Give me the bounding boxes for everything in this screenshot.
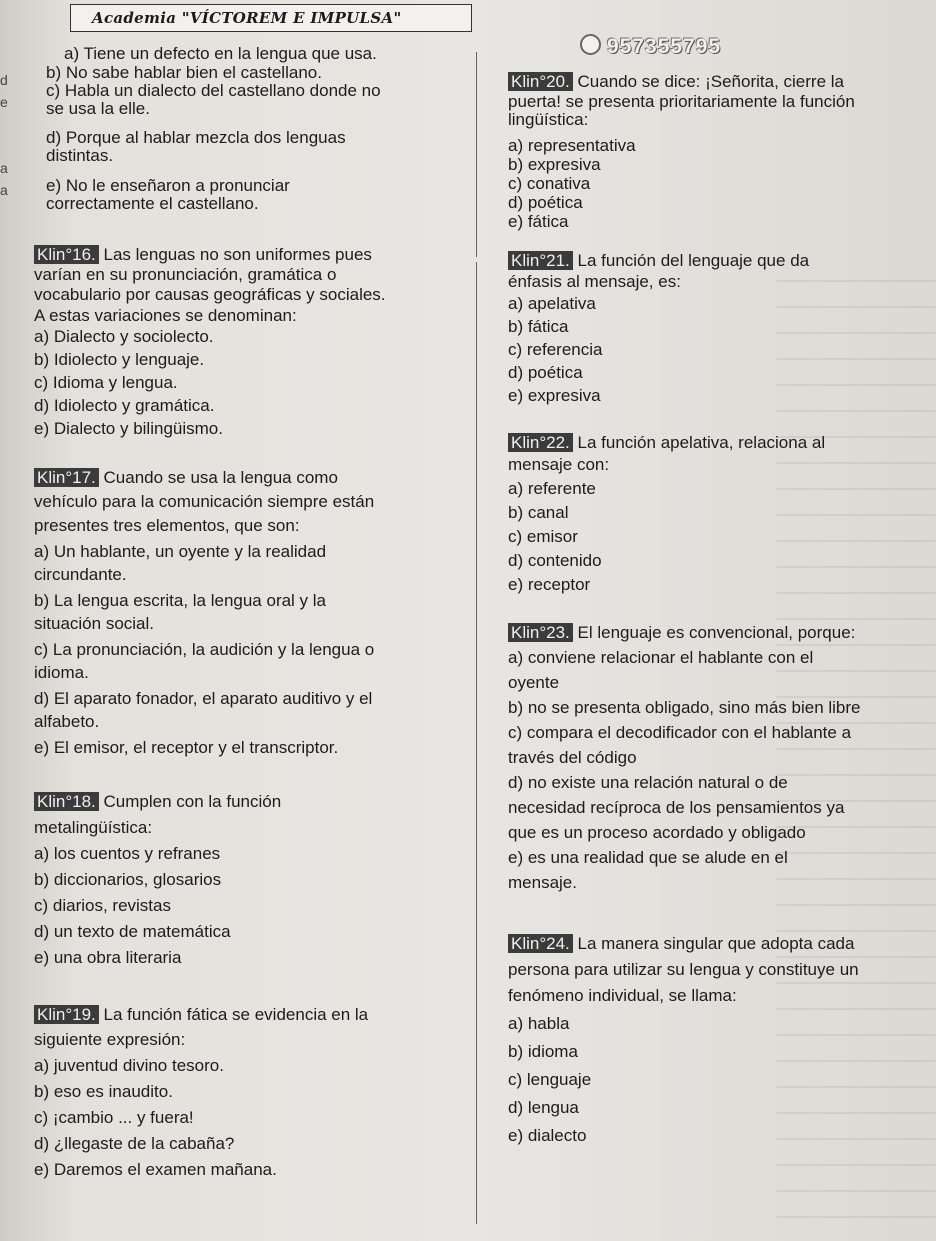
option-b-cont: situación social. bbox=[34, 614, 155, 633]
option-b: b) idioma bbox=[508, 1042, 578, 1061]
option-a: a) los cuentos y refranes bbox=[34, 844, 221, 863]
question-19-stem bbox=[34, 1005, 368, 1025]
margin-mark: a bbox=[0, 182, 8, 198]
question-text: La función fática se evidencia en la bbox=[103, 1005, 369, 1024]
option-c: c) Habla un dialecto del castellano donde no bbox=[46, 81, 381, 100]
option-e: e) expresiva bbox=[508, 386, 601, 405]
option-a: a) apelativa bbox=[508, 294, 596, 313]
option-d: d) contenido bbox=[508, 551, 602, 570]
option-b: b) expresiva bbox=[508, 155, 601, 174]
option-a: a) Tiene un defecto en la lengua que usa. bbox=[64, 44, 377, 63]
question-23-stem bbox=[508, 623, 855, 643]
option-d: d) ¿llegaste de la cabaña? bbox=[34, 1134, 235, 1153]
question-text: Las lenguas no son uniformes pues bbox=[103, 245, 372, 264]
option-d: d) Porque al hablar mezcla dos lenguas bbox=[46, 128, 346, 147]
option-d: d) Idiolecto y gramática. bbox=[34, 396, 215, 415]
option-c: c) emisor bbox=[508, 527, 578, 546]
option-c: c) lenguaje bbox=[508, 1070, 592, 1089]
option-d: d) un texto de matemática bbox=[34, 922, 231, 941]
option-c-cont: se usa la elle. bbox=[46, 99, 150, 118]
option-c: c) ¡cambio ... y fuera! bbox=[34, 1108, 194, 1127]
question-20-stem bbox=[508, 72, 844, 92]
question-tag: Klin°22. bbox=[508, 433, 573, 452]
phone-text: 957355795 bbox=[607, 35, 722, 58]
option-d: d) lengua bbox=[508, 1098, 579, 1117]
question-text: La manera singular que adopta cada bbox=[577, 934, 855, 953]
option-b: b) canal bbox=[508, 503, 569, 522]
question-text: varían en su pronunciación, gramática o bbox=[34, 265, 337, 284]
option-e: e) una obra literaria bbox=[34, 948, 182, 967]
question-text: La función del lenguaje que da bbox=[577, 251, 810, 270]
option-a: a) Un hablante, un oyente y la realidad bbox=[34, 542, 327, 561]
column-divider bbox=[476, 52, 477, 257]
option-e-cont: correctamente el castellano. bbox=[46, 194, 259, 213]
question-text: siguiente expresión: bbox=[34, 1030, 186, 1049]
option-c: c) diarios, revistas bbox=[34, 896, 171, 915]
option-e: e) No le enseñaron a pronunciar bbox=[46, 176, 290, 195]
option-a: a) representativa bbox=[508, 136, 636, 155]
question-text: La función apelativa, relaciona al bbox=[577, 433, 826, 452]
option-e-cont: mensaje. bbox=[508, 873, 577, 892]
question-text: vehículo para la comunicación siempre están bbox=[34, 492, 375, 511]
option-b: b) No sabe hablar bien el castellano. bbox=[46, 63, 322, 82]
question-text: A estas variaciones se denominan: bbox=[34, 306, 297, 325]
option-d: d) El aparato fonador, el aparato auditivo y el bbox=[34, 689, 373, 708]
option-a: a) juventud divino tesoro. bbox=[34, 1056, 224, 1075]
option-c-cont: través del código bbox=[508, 748, 637, 767]
question-tag: Klin°23. bbox=[508, 623, 573, 642]
margin-mark: d bbox=[0, 72, 8, 88]
question-24-stem bbox=[508, 934, 854, 954]
question-text: persona para utilizar su lengua y constituye un bbox=[508, 960, 859, 979]
question-17-stem bbox=[34, 468, 338, 488]
option-e: e) El emisor, el receptor y el transcriptor. bbox=[34, 738, 339, 757]
background-bleed bbox=[776, 280, 936, 1220]
whatsapp-icon bbox=[580, 34, 601, 55]
question-tag: Klin°20. bbox=[508, 72, 573, 91]
question-21-stem bbox=[508, 251, 809, 271]
question-text: lingüística: bbox=[508, 110, 589, 129]
question-text: fenómeno individual, se llama: bbox=[508, 986, 737, 1005]
option-d-cont: alfabeto. bbox=[34, 712, 100, 731]
question-tag: Klin°19. bbox=[34, 1005, 99, 1024]
option-b: b) eso es inaudito. bbox=[34, 1082, 173, 1101]
option-d-cont: distintas. bbox=[46, 146, 114, 165]
question-18-stem bbox=[34, 792, 281, 812]
question-text: El lenguaje es convencional, porque: bbox=[577, 623, 856, 642]
option-e: e) Dialecto y bilingüismo. bbox=[34, 419, 223, 438]
question-22-stem bbox=[508, 433, 825, 453]
option-b: b) La lengua escrita, la lengua oral y la bbox=[34, 591, 327, 610]
phone-number bbox=[580, 34, 721, 59]
option-c: c) referencia bbox=[508, 340, 603, 359]
option-c: c) La pronunciación, la audición y la lengua o bbox=[34, 640, 375, 659]
margin-mark: e bbox=[0, 94, 8, 110]
option-b: b) Idiolecto y lenguaje. bbox=[34, 350, 205, 369]
option-d: d) poética bbox=[508, 363, 583, 382]
question-tag: Klin°17. bbox=[34, 468, 99, 487]
option-d-cont: que es un proceso acordado y obligado bbox=[508, 823, 806, 842]
question-text: metalingüística: bbox=[34, 818, 153, 837]
option-d-cont: necesidad recíproca de los pensamientos ya bbox=[508, 798, 845, 817]
option-c: c) compara el decodificador con el hablante a bbox=[508, 723, 852, 742]
option-d: d) no existe una relación natural o de bbox=[508, 773, 788, 792]
option-b: b) diccionarios, glosarios bbox=[34, 870, 222, 889]
question-text: Cumplen con la función bbox=[103, 792, 282, 811]
option-a: a) Dialecto y sociolecto. bbox=[34, 327, 214, 346]
option-e: e) receptor bbox=[508, 575, 591, 594]
question-16-stem bbox=[34, 245, 372, 265]
column-divider bbox=[476, 262, 477, 1224]
question-text: énfasis al mensaje, es: bbox=[508, 272, 681, 291]
option-b: b) no se presenta obligado, sino más bien libre bbox=[508, 698, 861, 717]
option-c: c) Idioma y lengua. bbox=[34, 373, 178, 392]
margin-mark: a bbox=[0, 160, 8, 176]
question-text: mensaje con: bbox=[508, 455, 610, 474]
option-c-cont: idioma. bbox=[34, 663, 89, 682]
option-a-cont: circundante. bbox=[34, 565, 127, 584]
question-text: presentes tres elementos, que son: bbox=[34, 516, 300, 535]
option-e: e) Daremos el examen mañana. bbox=[34, 1160, 277, 1179]
question-text: Cuando se dice: ¡Señorita, cierre la bbox=[577, 72, 844, 91]
option-a: a) habla bbox=[508, 1014, 570, 1033]
option-e: e) fática bbox=[508, 212, 569, 231]
option-e: e) es una realidad que se alude en el bbox=[508, 848, 788, 867]
question-tag: Klin°21. bbox=[508, 251, 573, 270]
option-d: d) poética bbox=[508, 193, 583, 212]
question-text: Cuando se usa la lengua como bbox=[103, 468, 338, 487]
question-tag: Klin°18. bbox=[34, 792, 99, 811]
question-text: puerta! se presenta prioritariamente la función bbox=[508, 92, 855, 111]
option-a: a) conviene relacionar el hablante con el bbox=[508, 648, 814, 667]
question-tag: Klin°24. bbox=[508, 934, 573, 953]
question-text: vocabulario por causas geográficas y sociales. bbox=[34, 285, 386, 304]
option-e: e) dialecto bbox=[508, 1126, 587, 1145]
option-a-cont: oyente bbox=[508, 673, 560, 692]
option-c: c) conativa bbox=[508, 174, 591, 193]
academy-title: Academia "VÍCTOREM E IMPULSA" bbox=[92, 9, 402, 27]
question-tag: Klin°16. bbox=[34, 245, 99, 264]
option-a: a) referente bbox=[508, 479, 596, 498]
option-b: b) fática bbox=[508, 317, 569, 336]
